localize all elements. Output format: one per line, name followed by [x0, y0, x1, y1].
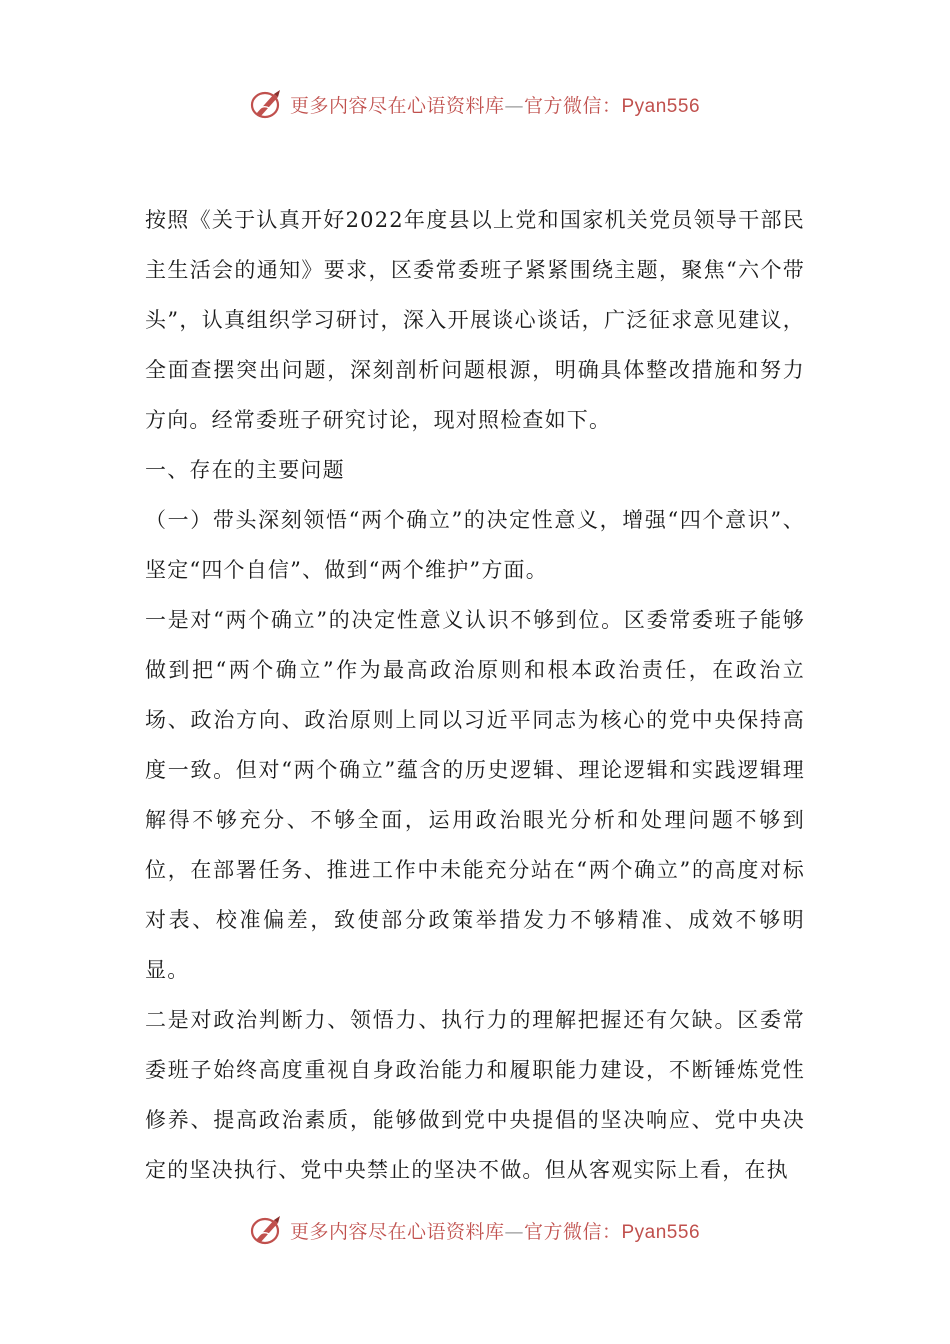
subsection-heading: （一）带头深刻领悟“两个确立”的决定性意义，增强“四个意识”、坚定“四个自信”、做到“两个维护”方面。 [145, 508, 805, 582]
watermark-id: Pyan556 [621, 1221, 701, 1243]
watermark-official: 官方微信： [523, 94, 622, 117]
watermark-text [290, 91, 700, 118]
pen-logo-icon [250, 87, 284, 121]
watermark-id: Pyan556 [621, 95, 701, 117]
footer-watermark [0, 1208, 950, 1252]
document-body [145, 195, 805, 1195]
intro-paragraph: 按照《关于认真开好2022年度县以上党和国家机关党员领导干部民主生活会的通知》要求，区委常委班子紧紧围绕主题，聚焦“六个带头”，认真组织学习研讨，深入开展谈心谈话，广泛征求意见建议，全面查摆突出问题，深刻剖析问题根源，明确具体整改措施和努力方向。经常委班子研究讨论，现对照检查如下。 [145, 208, 805, 432]
watermark-main: 更多内容尽在心语资料库 [289, 1220, 505, 1243]
watermark-separator: — [504, 1220, 524, 1243]
watermark-official: 官方微信： [523, 1220, 622, 1243]
watermark-separator: — [504, 94, 524, 117]
pen-logo-icon [250, 1213, 284, 1247]
watermark-main: 更多内容尽在心语资料库 [289, 94, 505, 117]
watermark-text [290, 1217, 700, 1244]
section-heading: 一、存在的主要问题 [145, 458, 345, 482]
body-paragraph: 二是对政治判断力、领悟力、执行力的理解把握还有欠缺。区委常委班子始终高度重视自身政治能力和履职能力建设，不断锤炼党性修养、提高政治素质，能够做到党中央提倡的坚决响应、党中央决定的坚决执行、党中央禁止的坚决不做。但从客观实际上看，在执 [145, 1008, 805, 1182]
header-watermark [0, 82, 950, 126]
body-paragraph: 一是对“两个确立”的决定性意义认识不够到位。区委常委班子能够做到把“两个确立”作为最高政治原则和根本政治责任，在政治立场、政治方向、政治原则上同以习近平同志为核心的党中央保持高度一致。但对“两个确立”蕴含的历史逻辑、理论逻辑和实践逻辑理解得不够充分、不够全面，运用政治眼光分析和处理问题不够到位，在部署任务、推进工作中未能充分站在“两个确立”的高度对标对表、校准偏差，致使部分政策举措发力不够精准、成效不够明显。 [145, 608, 805, 982]
